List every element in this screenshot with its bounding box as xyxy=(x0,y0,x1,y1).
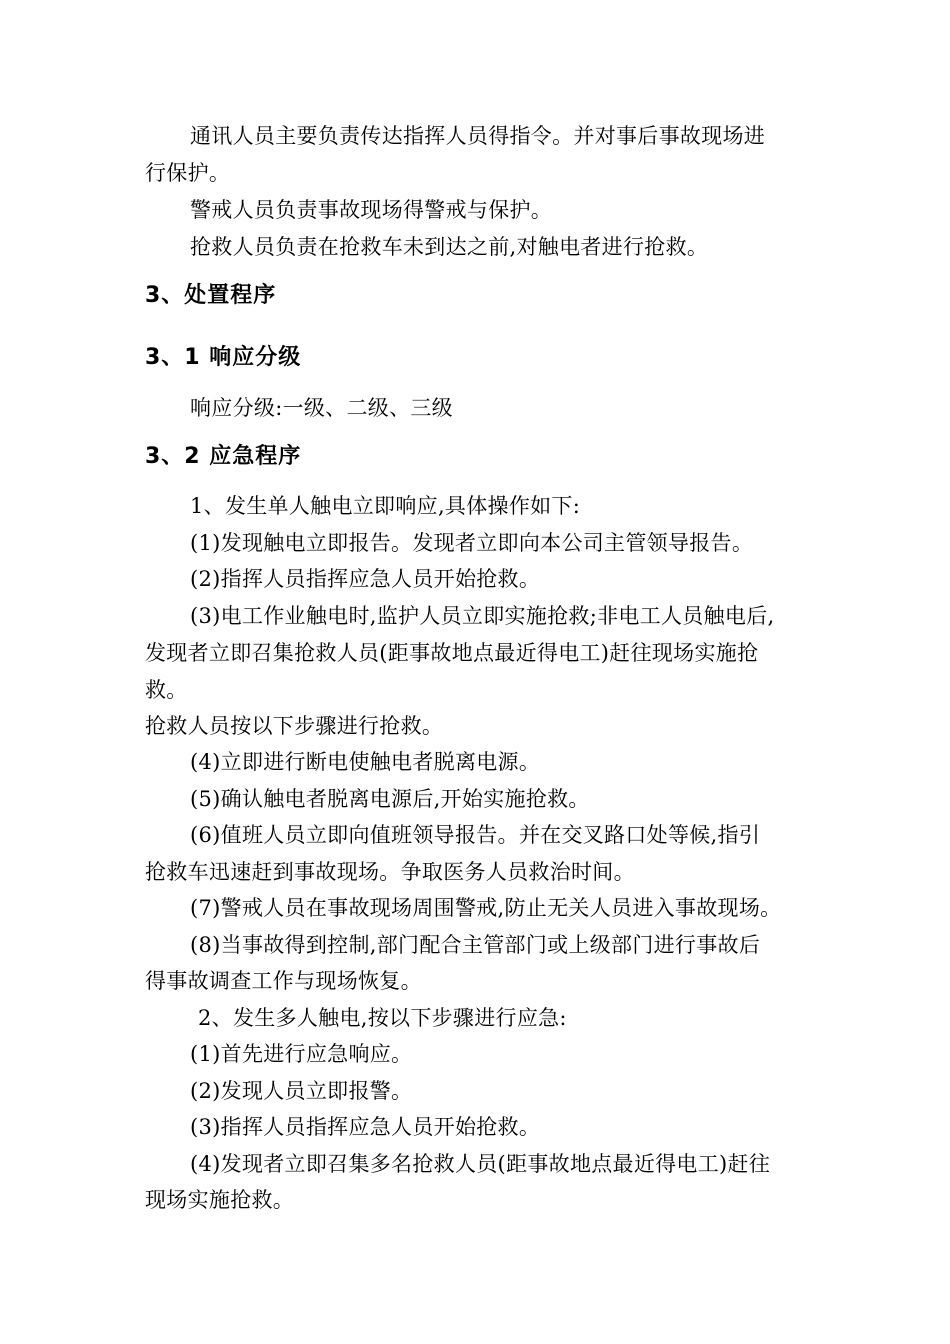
list-item: (4)发现者立即召集多名抢救人员(距事故地点最近得电工)赶往 xyxy=(190,1152,771,1176)
paragraph-line: 响应分级:一级、二级、三级 xyxy=(190,396,453,420)
list-item: (2)指挥人员指挥应急人员开始抢救。 xyxy=(190,567,541,591)
subsection-heading: 3、2 应急程序 xyxy=(145,444,302,469)
list-item: 1、发生单人触电立即响应,具体操作如下: xyxy=(190,494,581,518)
paragraph-line: 警戒人员负责事故现场得警戒与保护。 xyxy=(190,198,553,222)
list-item: (4)立即进行断电使触电者脱离电源。 xyxy=(190,750,541,774)
list-item: (3)指挥人员指挥应急人员开始抢救。 xyxy=(190,1115,541,1139)
subsection-heading: 3、1 响应分级 xyxy=(145,345,302,370)
paragraph-line: 行保护。 xyxy=(145,161,231,185)
section-heading: 3、处置程序 xyxy=(145,283,277,308)
paragraph-line: 救。 xyxy=(145,678,188,702)
list-item: (3)电工作业触电时,监护人员立即实施抢救;非电工人员触电后, xyxy=(190,604,775,628)
list-item: (1)首先进行应急响应。 xyxy=(190,1042,413,1066)
paragraph-line: 通讯人员主要负责传达指挥人员得指令。并对事后事故现场进 xyxy=(190,124,766,148)
paragraph-line: 现场实施抢救。 xyxy=(145,1188,295,1212)
list-item: (2)发现人员立即报警。 xyxy=(190,1079,413,1103)
paragraph-line: 抢救车迅速赶到事故现场。争取医务人员救治时间。 xyxy=(145,860,635,884)
paragraph-line: 发现者立即召集抢救人员(距事故地点最近得电工)赶往现场实施抢 xyxy=(145,641,759,665)
list-item: (7)警戒人员在事故现场周围警戒,防止无关人员进入事故现场。 xyxy=(190,896,782,920)
paragraph-line: 抢救人员按以下步骤进行抢救。 xyxy=(145,714,444,738)
paragraph-line: 抢救人员负责在抢救车未到达之前,对触电者进行抢救。 xyxy=(190,235,709,259)
list-item: (1)发现触电立即报告。发现者立即向本公司主管领导报告。 xyxy=(190,531,754,555)
list-item: (8)当事故得到控制,部门配合主管部门或上级部门进行事故后 xyxy=(190,933,761,957)
list-item: (6)值班人员立即向值班领导报告。并在交叉路口处等候,指引 xyxy=(190,823,761,847)
list-item: 2、发生多人触电,按以下步骤进行应急: xyxy=(198,1006,567,1030)
list-item: (5)确认触电者脱离电源后,开始实施抢救。 xyxy=(190,787,590,811)
paragraph-line: 得事故调查工作与现场恢复。 xyxy=(145,969,422,993)
